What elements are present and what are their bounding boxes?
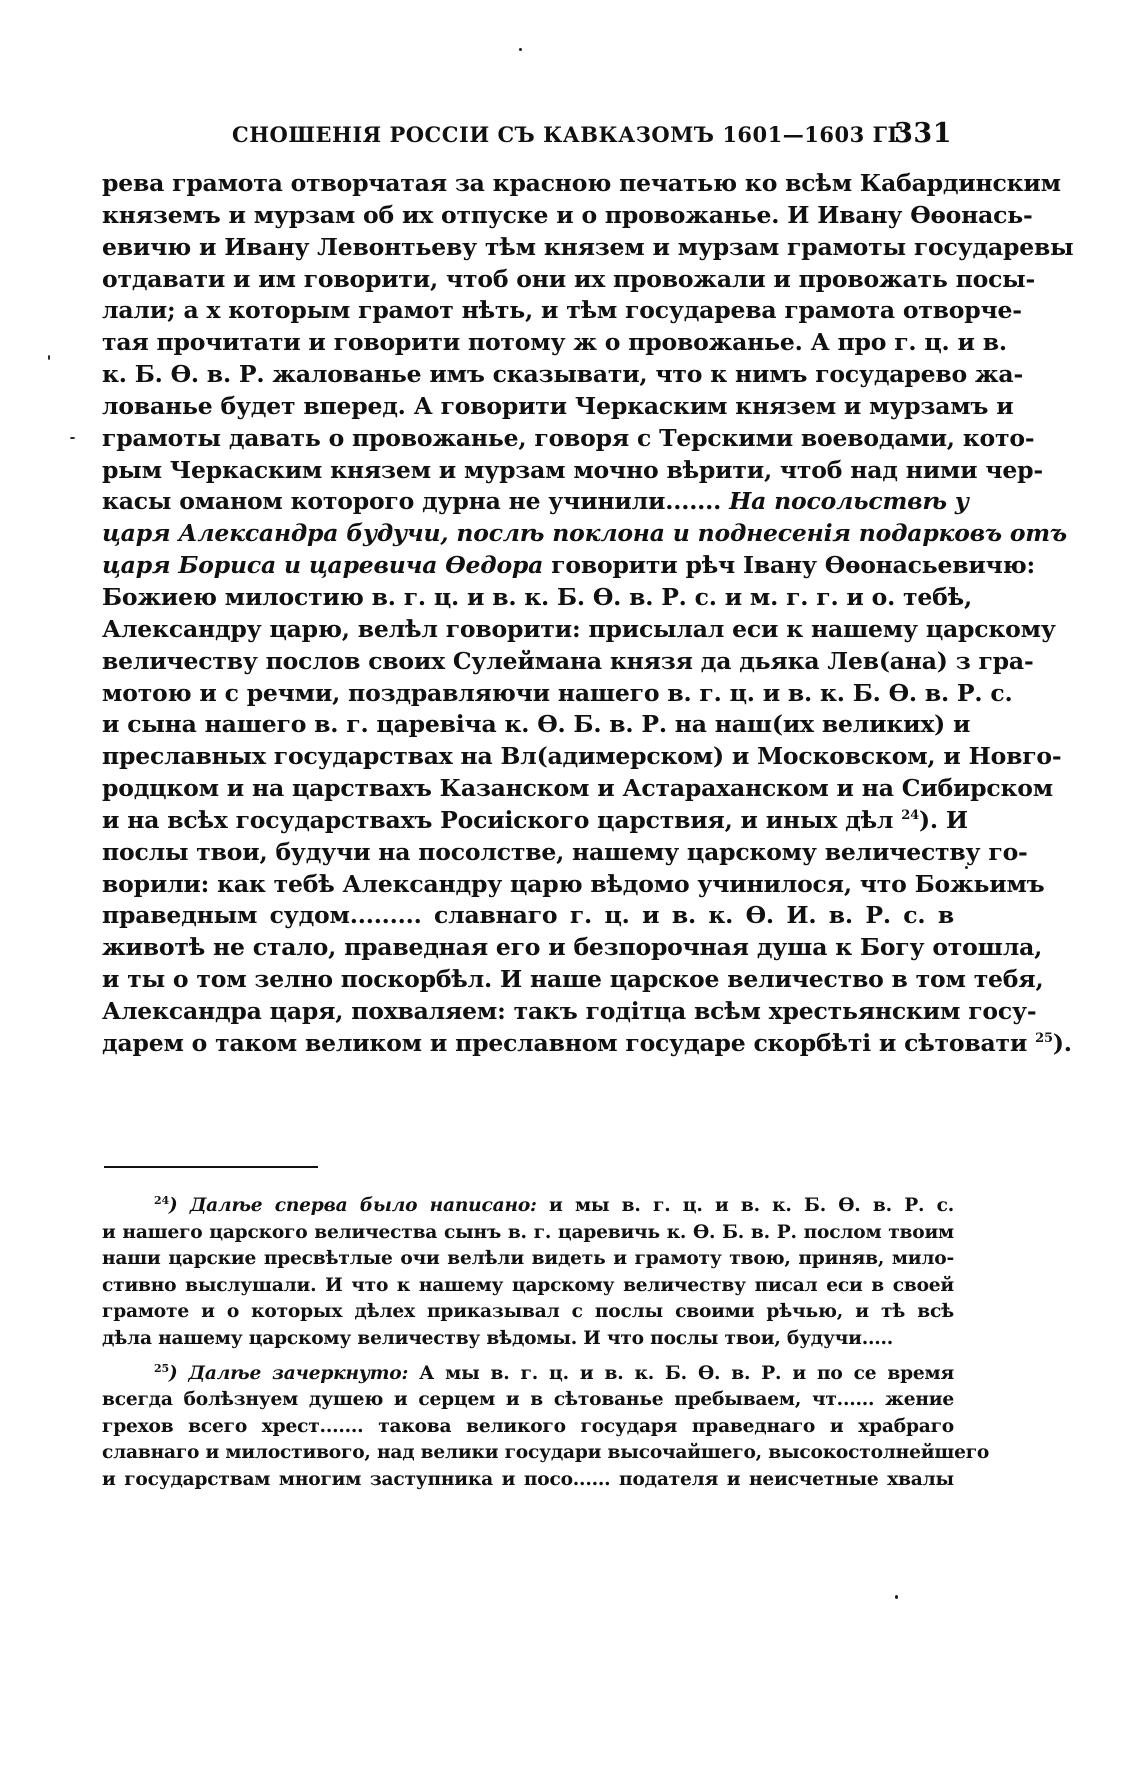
- footnote-rule: [104, 1166, 318, 1168]
- footnote-text: А мы в. г. ц. и в. к. Б. Ѳ. в. Р. и по се время: [419, 1362, 954, 1384]
- footnote-gap: [102, 1353, 954, 1361]
- running-head-title: СНОШЕНІЯ РОССІИ СЪ КАВКАЗОМЪ 1601—1603 ГГ.: [232, 122, 911, 147]
- text-line: Божиею милостию в. г. ц. и в. к. Б. Ѳ. в. Р. с. и м. г. г. и о. тебѣ,: [102, 582, 972, 611]
- text-line: праведным судом......... славнаго г. ц. и в. к. Ѳ. И. в. Р. с. в: [102, 901, 954, 930]
- text-line: рым Черкаским князем и мурзам мочно вѣрити, чтоб над ними чер-: [102, 455, 1043, 484]
- footnote-line: грамоте и о которых дѣлех приказывал с послы своими рѣчью, и тѣ всѣ: [102, 1301, 954, 1323]
- text-line: грамоты давать о провожанье, говоря с Терскими воеводами, кото-: [102, 423, 1035, 452]
- text-line: [102, 486, 969, 518]
- text-line: Александру царю, велѣл говорити: присылал еси к нашему царскому: [102, 614, 1056, 643]
- print-speck: [895, 1595, 898, 1599]
- text-line: ворили: как тебѣ Александру царю вѣдомо учинилося, что Божьимъ: [102, 869, 1045, 898]
- text-line: рева грамота отворчатая за красною печатью ко всѣм Кабардинским: [102, 169, 1061, 197]
- print-speck: [519, 48, 522, 51]
- text-segment: и на всѣх государствахъ Росиіского царствия, и иных дѣл: [102, 805, 894, 834]
- footnote-24-first-line: [102, 1193, 954, 1220]
- footnote-label: ) Далѣе зачеркнуто:: [168, 1362, 409, 1384]
- footnote-line: грехов всего хрест....... такова великого государя праведнаго и храбраго: [102, 1415, 954, 1437]
- footnote-text: и мы в. г. ц. и в. к. Б. Ѳ. в. Р. с.: [549, 1195, 954, 1216]
- footnote-line: всегда болѣзнуем душею и серцем и в сѣтованье пребываем, чт...... жение: [102, 1389, 954, 1411]
- text-line: родцком и на царствахъ Казанском и Астараханском и на Сибирском: [102, 774, 1053, 803]
- footnote-ref: 25: [1035, 1030, 1053, 1046]
- footnote-line: стивно выслушали. И что к нашему царскому величеству писал еси в своей: [102, 1274, 954, 1296]
- footnote-line: наши царские пресвѣтлые очи велѣли видеть и грамоту твою, приняв, мило-: [102, 1248, 954, 1270]
- text-segment: ). И: [919, 805, 968, 834]
- footnote-label: ) Далѣе сперва было написано:: [168, 1195, 537, 1216]
- text-line-italic: царя Александра будучи, послѣ поклона и поднесенія подарковъ отъ: [102, 519, 1067, 548]
- footnote-line: славнаго и милостивого, над велики государи высочайшего, высокостолнейшего: [102, 1442, 990, 1464]
- text-line: мотою и с речми, поздравляючи нашего в. г. ц. и в. к. Б. Ѳ. в. Р. с.: [102, 678, 1013, 707]
- text-segment: касы оманом которого дурна не учинили.......: [102, 487, 722, 516]
- text-line: [102, 805, 968, 837]
- print-speck: [48, 355, 50, 360]
- text-segment: дарем о таком великом и преславном государе скорбѣті и сѣтовати: [102, 1028, 1028, 1057]
- text-line: евичю и Ивану Левонтьеву тѣм князем и мурзам грамоты государевы: [102, 232, 1074, 261]
- text-line: дарем о таком великом и преславном государе скорбѣті и сѣтовати $^{25}$).: [102, 1028, 1072, 1057]
- text-line: к. Б. Ѳ. в. Р. жалованье имъ сказывати, что к нимъ государево жа-: [102, 360, 1024, 389]
- print-speck: [70, 437, 75, 439]
- text-line: преславных государствах на Вл(адимерском) и Московском, и Новго-: [102, 742, 1062, 771]
- text-segment: говорити рѣч Івану Ѳѳонасьевичю:: [551, 551, 1036, 580]
- footnote-line: дѣла нашему царскому величеству вѣдомы. И что послы твои, будучи.....: [102, 1327, 894, 1349]
- text-line: отдавати и им говорити, чтоб они их провожали и провожать посы-: [102, 264, 1036, 293]
- footnote-line: и нашего царского величества сынъ в. г. царевичь к. Ѳ. Б. в. Р. послом твоим: [102, 1221, 954, 1243]
- footnote-ref: 24: [901, 808, 919, 824]
- text-line: и сына нашего в. г. царевіча к. Ѳ. Б. в. Р. на наш(их великих) и: [102, 710, 971, 739]
- text-line: [102, 550, 1036, 582]
- text-line: Александра царя, похваляем: такъ годітца всѣм хрестьянским госу-: [102, 996, 1037, 1025]
- footnote-number: 25: [154, 1361, 169, 1375]
- print-speck: [965, 866, 968, 869]
- footnote-line: и государствам многим заступника и посо...... подателя и неисчетные хвалы: [102, 1468, 954, 1490]
- footnotes: [102, 1193, 990, 1494]
- text-line: лали; а х которым грамот нѣть, и тѣм государева грамота отворче-: [102, 296, 1022, 325]
- text-line: животѣ не стало, праведная его и безпорочная душа к Богу отошла,: [102, 933, 1043, 962]
- running-head: [232, 118, 952, 158]
- italic-segment: На посольствѣ у: [729, 487, 969, 516]
- text-line: лованье будет вперед. А говорити Черкаским князем и мурзамъ и: [102, 391, 1014, 420]
- page-number: 331: [894, 118, 952, 149]
- text-line: княземъ и мурзам об их отпуске и о провожанье. И Ивану Ѳѳонась-: [102, 200, 1033, 229]
- text-line: послы твои, будучи на посолстве, нашему царскому величеству го-: [102, 837, 1028, 866]
- footnote-25-first-line: [102, 1361, 954, 1388]
- text-line: величеству послов своих Сулеймана князя да дьяка Лев(ана) з гра-: [102, 646, 1034, 675]
- main-text: [102, 168, 1074, 1060]
- italic-segment: царя Бориса и царевича Ѳедора: [102, 551, 544, 580]
- text-line: и ты о том зелно поскорбѣл. И наше царское величество в том тебя,: [102, 965, 1044, 994]
- text-line: тая прочитати и говорити потому ж о провожанье. А про г. ц. и в.: [102, 328, 1007, 357]
- footnote-number: 24: [154, 1193, 169, 1207]
